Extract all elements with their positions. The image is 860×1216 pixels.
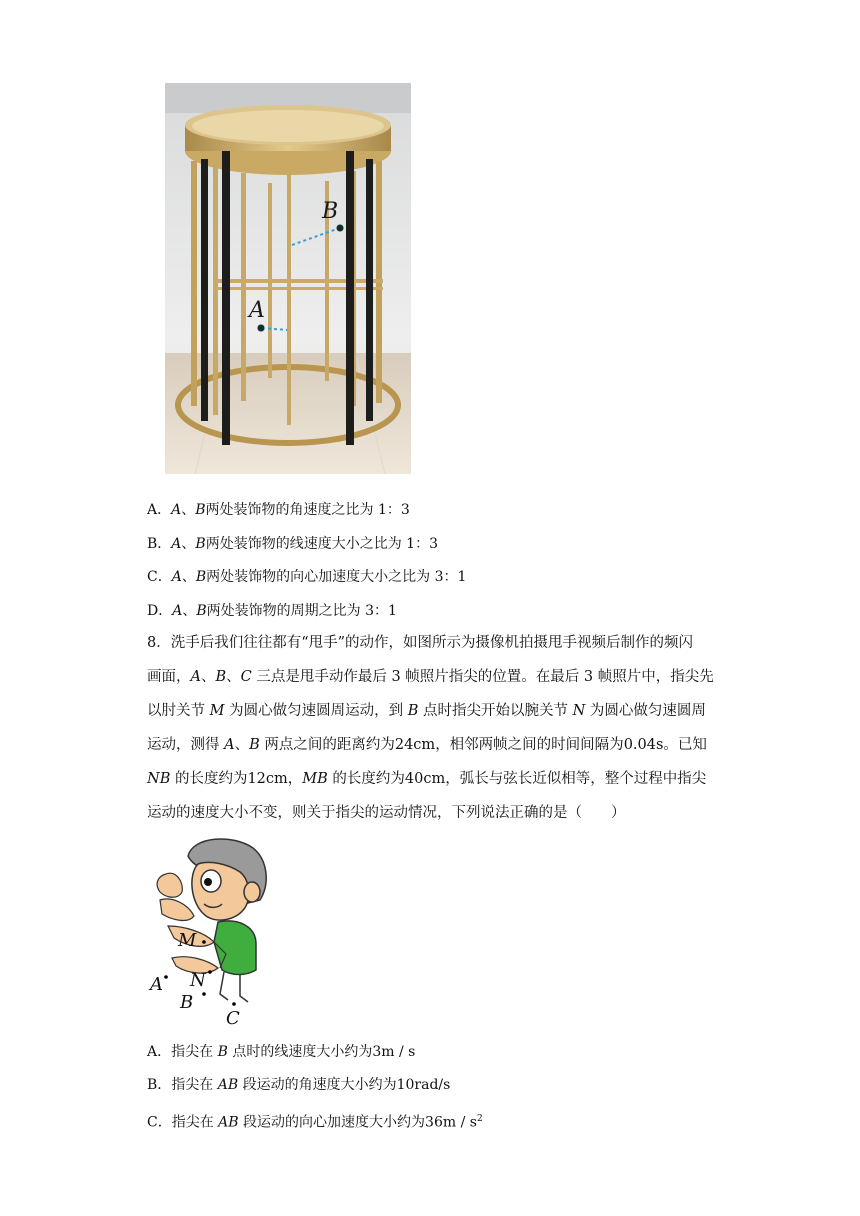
q8-option-a xyxy=(147,1042,415,1062)
text: 指尖在 xyxy=(171,1044,218,1060)
answer-value: 3m / s xyxy=(372,1044,416,1060)
segment-nb: NB xyxy=(147,771,171,787)
point-label-m: M xyxy=(178,930,197,951)
stem-line-5 xyxy=(147,762,727,796)
point-m: M xyxy=(209,703,225,719)
segment: AB xyxy=(217,1077,239,1093)
text: 段运动的角速度大小约为 xyxy=(238,1077,397,1093)
prev-option-d xyxy=(147,601,397,621)
option-letter: A． xyxy=(147,1044,172,1060)
point-b: B xyxy=(195,536,206,552)
text: 的长度约为 xyxy=(170,771,248,787)
point-a: A xyxy=(172,603,183,619)
option-text: 两处装饰物的角速度之比为 1：3 xyxy=(205,502,410,518)
prev-option-b xyxy=(147,534,438,554)
revolving-door-figure xyxy=(165,83,411,474)
text: 两点之间的距离约为 xyxy=(259,737,395,753)
text: 为圆心做匀速圆周运动，到 xyxy=(224,703,408,719)
separator: 、 xyxy=(182,603,197,619)
distance-value: 24cm xyxy=(394,737,436,753)
option-letter: A． xyxy=(147,502,172,518)
option-letter: D． xyxy=(147,603,173,619)
text: 运动，测得 xyxy=(147,737,225,753)
point-b: B xyxy=(195,502,206,518)
separator: 、 xyxy=(181,502,196,518)
mb-length: 40cm xyxy=(404,771,446,787)
text: 。已知 xyxy=(663,737,707,753)
text: 点时的线速度大小约为 xyxy=(227,1044,373,1060)
option-text: 两处装饰物的线速度大小之比为 1：3 xyxy=(205,536,438,552)
point-a: A xyxy=(171,569,182,585)
point-label-b: B xyxy=(180,992,194,1013)
answer-value: 36m / s xyxy=(425,1114,477,1131)
text: 以肘关节 xyxy=(147,703,210,719)
stem-line-1: 8．洗手后我们往往都有“甩手”的动作，如图所示为摄像机拍摄甩手视频后制作的频闪 xyxy=(147,635,694,651)
separator: 、 xyxy=(234,737,250,753)
separator: 、 xyxy=(226,669,241,685)
point-a: A xyxy=(171,502,182,518)
point: B xyxy=(217,1044,228,1060)
text: 段运动的向心加速度大小约为 xyxy=(238,1114,426,1131)
q8-option-b xyxy=(147,1075,450,1095)
separator: 、 xyxy=(181,569,196,585)
text: 指尖在 xyxy=(171,1114,219,1131)
point-c: C xyxy=(240,669,252,685)
text: 为圆心做匀速圆周 xyxy=(585,703,706,719)
separator: 、 xyxy=(200,669,216,685)
text: ，弧长与弦长近似相等，整个过程中指尖 xyxy=(445,771,707,787)
segment: AB xyxy=(218,1114,239,1131)
hand-shake-figure xyxy=(148,834,270,1030)
point-b: B xyxy=(195,569,207,585)
stem-line-6: 运动的速度大小不变，则关于指尖的运动情况，下列说法正确的是（ ） xyxy=(147,805,626,821)
question-8-stem xyxy=(147,626,727,830)
stem-line-3 xyxy=(147,694,727,728)
option-text: 两处装饰物的向心加速度大小之比为 3：1 xyxy=(206,569,467,585)
point-label-c: C xyxy=(226,1008,240,1029)
point-a: A xyxy=(224,737,235,753)
text: 三点是甩手动作最后 3 帧照片指尖的位置。在最后 3 帧照片中，指尖先 xyxy=(251,669,714,685)
point-b: B xyxy=(407,703,419,719)
point-a: A xyxy=(190,669,201,685)
point-a: A xyxy=(171,536,182,552)
prev-option-c xyxy=(147,567,466,587)
q8-option-c xyxy=(147,1109,483,1133)
point-label-b: B xyxy=(322,199,339,224)
text: 指尖在 xyxy=(171,1077,218,1093)
option-text: 两处装饰物的周期之比为 3：1 xyxy=(206,603,397,619)
option-letter: C． xyxy=(147,569,172,585)
text: 画面， xyxy=(147,669,191,685)
revolving-door-image xyxy=(165,83,411,474)
point-label-n: N xyxy=(190,970,206,991)
point-n: N xyxy=(572,703,586,719)
point-b: B xyxy=(215,669,227,685)
stem-line-2 xyxy=(147,660,727,694)
point-label-a: A xyxy=(249,298,265,323)
text: ，相邻两帧之间的时间间隔为 xyxy=(435,737,624,753)
text: 的长度约为 xyxy=(327,771,405,787)
point-b: B xyxy=(249,737,260,753)
option-letter: B． xyxy=(147,1077,172,1093)
exponent: 2 xyxy=(476,1114,483,1124)
text: ， xyxy=(287,771,303,787)
interval-value: 0.04s xyxy=(623,737,664,753)
hand-shake-illustration xyxy=(148,834,270,1030)
segment-mb: MB xyxy=(302,771,328,787)
nb-length: 12cm xyxy=(247,771,288,787)
text: 点时指尖开始以腕关节 xyxy=(418,703,573,719)
point-b: B xyxy=(196,603,207,619)
option-letter: B． xyxy=(147,536,172,552)
separator: 、 xyxy=(181,536,196,552)
option-letter: C． xyxy=(147,1114,172,1131)
point-label-a: A xyxy=(150,974,163,995)
answer-value: 10rad/s xyxy=(396,1077,451,1093)
prev-option-a xyxy=(147,500,410,520)
stem-line-4 xyxy=(147,728,727,762)
